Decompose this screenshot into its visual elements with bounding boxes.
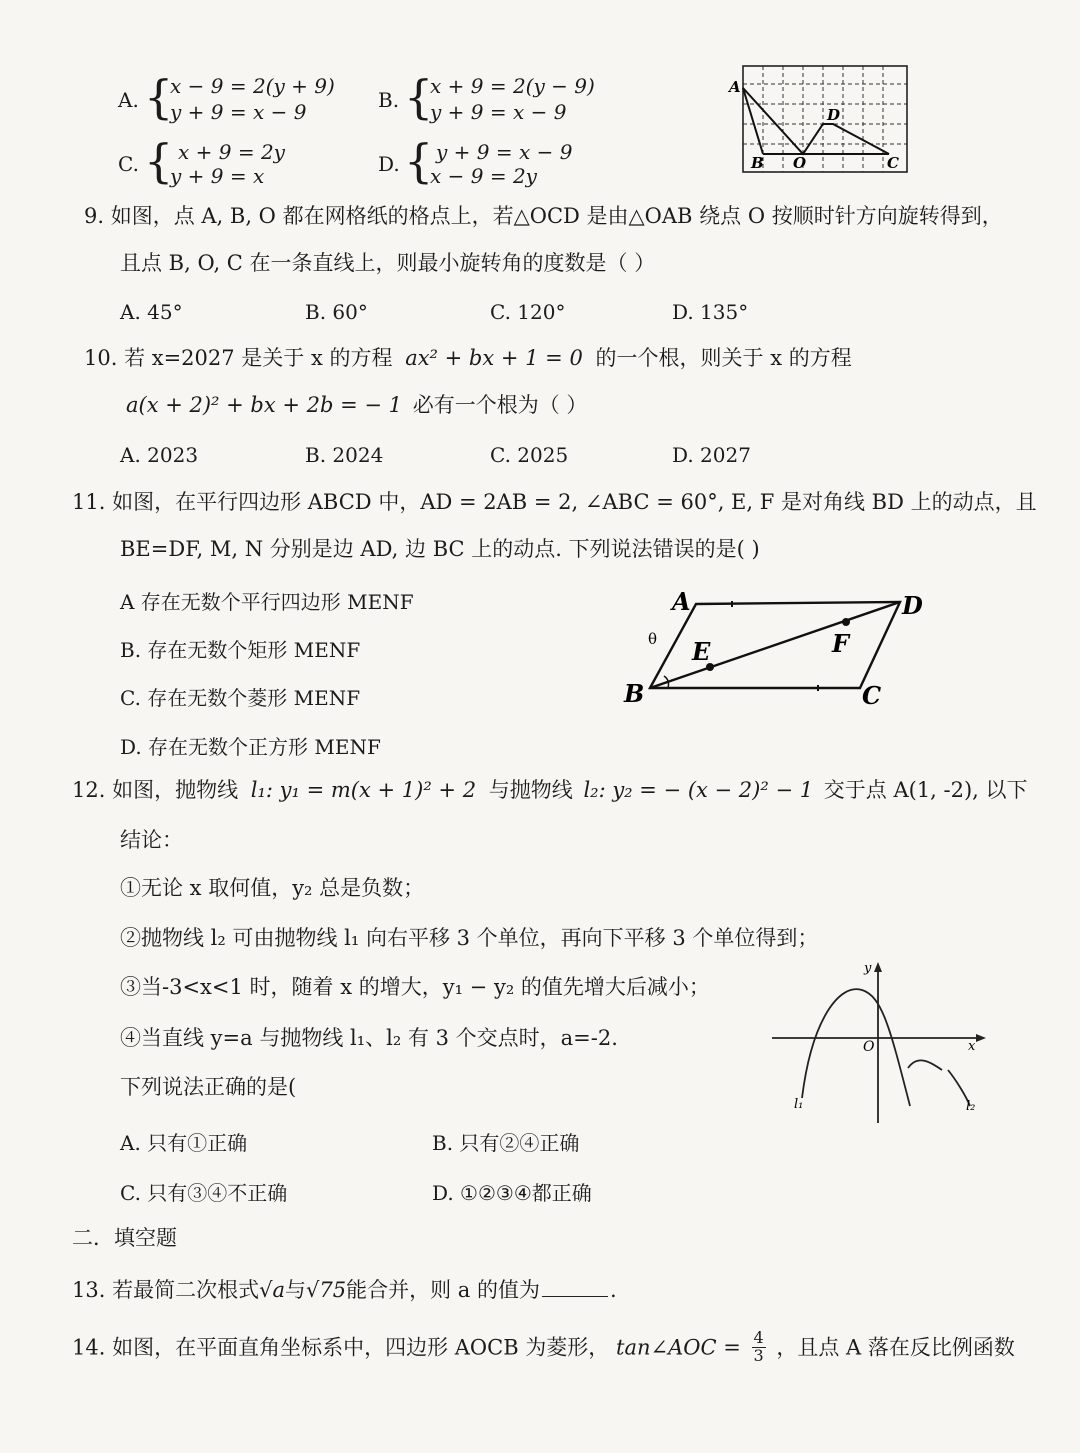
q10-option-a: A. 2023	[120, 443, 199, 467]
label-o: O	[793, 154, 807, 172]
q13-text-b: 能合并，则 a 的值为	[346, 1278, 540, 1302]
q14-line	[72, 1330, 1015, 1365]
brace: {	[404, 70, 434, 124]
q12-text-c: 交于点 A(1, -2), 以下	[823, 778, 1028, 802]
equation-1: y + 9 = x − 9	[436, 140, 573, 164]
q10-option-c: C. 2025	[490, 443, 569, 467]
option-label: C.	[118, 152, 139, 176]
q12-parabola-1: l₁: y₁ = m(x + 1)² + 2	[250, 778, 477, 802]
label-b: B	[624, 679, 645, 708]
equation-1: x + 9 = 2y	[178, 140, 285, 164]
label-l2: l₂	[966, 1099, 976, 1114]
q9-line-1: 9. 如图，点 A, B, O 都在网格纸的格点上，若△OCD 是由△OAB 绕点 O 按顺时针方向旋转得到，	[84, 204, 1003, 228]
q11-line-1: 11. 如图，在平行四边形 ABCD 中，AD = 2AB = 2, ∠ABC = 60°, E, F 是对角线 BD 上的动点，且	[72, 490, 1037, 514]
q13-text-mid: 与	[284, 1278, 306, 1302]
q12-conclusion-2: ②抛物线 l₂ 可由抛物线 l₁ 向右平移 3 个单位，再向下平移 3 个单位得到；	[120, 926, 819, 950]
equation-2: y + 9 = x − 9	[170, 100, 307, 124]
q13-radical-2: √75	[305, 1278, 347, 1302]
q12-conclusion-1: ①无论 x 取何值，y₂ 总是负数；	[120, 876, 425, 900]
brace: {	[144, 134, 174, 188]
q11-line-2: BE=DF, M, N 分别是边 AD, 边 BC 上的动点. 下列说法错误的是( )	[120, 537, 760, 561]
label-f: F	[832, 629, 850, 658]
section-title: 二．填空题	[72, 1226, 177, 1250]
q10-line-1	[84, 348, 852, 369]
q13-text-a: 13. 若最简二次根式	[72, 1278, 260, 1302]
label-a: A	[729, 78, 741, 96]
q10-option-d: D. 2027	[672, 443, 751, 467]
equation-1: x − 9 = 2(y + 9)	[170, 74, 335, 98]
fraction-denominator: 3	[753, 1345, 764, 1365]
q11-option-d: D. 存在无数个正方形 MENF	[120, 735, 381, 759]
equation-1: x + 9 = 2(y − 9)	[430, 74, 595, 98]
q14-tan: tan∠AOC =	[616, 1335, 741, 1360]
q9-line-2: 且点 B, O, C 在一条直线上，则最小旋转角的度数是（ ）	[120, 251, 656, 275]
q11-option-b: B. 存在无数个矩形 MENF	[120, 638, 361, 662]
label-d: D	[827, 106, 841, 124]
q13-radical-1: √a	[259, 1278, 285, 1302]
q12-ask: 下列说法正确的是(	[120, 1075, 297, 1099]
q13-line	[72, 1278, 617, 1301]
answer-blank[interactable]	[542, 1278, 608, 1297]
label-theta: θ	[648, 630, 658, 648]
q14-text-a: 14. 如图，在平面直角坐标系中，四边形 AOCB 为菱形，	[72, 1335, 610, 1360]
grid-figure	[725, 60, 915, 180]
label-o: O	[863, 1039, 875, 1055]
option-label: B.	[378, 88, 400, 112]
q10-text-a: 10. 若 x=2027 是关于 x 的方程	[84, 346, 393, 370]
q12-text-b: 与抛物线	[488, 778, 573, 802]
label-a: A	[672, 588, 691, 616]
brace: {	[404, 134, 434, 188]
equation-2: x − 9 = 2y	[430, 164, 537, 188]
q12-parabola-2: l₂: y₂ = − (x − 2)² − 1	[583, 778, 814, 802]
q10-option-b: B. 2024	[305, 443, 384, 467]
q11-option-a: A 存在无数个平行四边形 MENF	[120, 590, 414, 614]
point-f	[842, 618, 850, 626]
option-label: D.	[378, 152, 400, 176]
q14-text-b: ，且点 A 落在反比例函数	[776, 1335, 1015, 1360]
q12-text-a: 12. 如图，抛物线	[72, 778, 239, 802]
q13-end: .	[609, 1278, 617, 1302]
q9-option-b: B. 60°	[305, 300, 368, 324]
label-y: y	[864, 961, 872, 976]
q12-option-d: D. ①②③④都正确	[432, 1181, 592, 1205]
q10-equation-1: ax² + bx + 1 = 0	[405, 346, 583, 370]
q10-text-c: 必有一个根为（ ）	[412, 393, 588, 417]
equation-2: y + 9 = x − 9	[430, 100, 567, 124]
label-x: x	[968, 1039, 976, 1054]
option-label: A.	[118, 88, 139, 112]
label-c: C	[887, 154, 899, 172]
label-c: C	[862, 681, 882, 710]
label-b: B	[751, 154, 764, 172]
q14-fraction	[752, 1330, 766, 1365]
parabola-figure	[770, 958, 990, 1130]
q12-conclusion-3: ③当-3<x<1 时，随着 x 的增大，y₁ − y₂ 的值先增大后减小；	[120, 975, 710, 999]
q10-line-2	[126, 395, 587, 416]
q12-line-1	[72, 780, 1028, 801]
label-d: D	[902, 591, 923, 620]
fraction-numerator: 4	[753, 1328, 764, 1347]
brace: {	[144, 70, 174, 124]
q12-conclusion-4: ④当直线 y=a 与抛物线 l₁、l₂ 有 3 个交点时，a=-2.	[120, 1026, 618, 1050]
q12-option-a: A. 只有①正确	[120, 1131, 248, 1155]
q9-option-d: D. 135°	[672, 300, 749, 324]
q9-option-a: A. 45°	[120, 300, 183, 324]
q10-text-b: 的一个根，则关于 x 的方程	[595, 346, 852, 370]
parallelogram-figure	[620, 588, 940, 713]
label-e: E	[692, 637, 711, 666]
q12-option-c: C. 只有③④不正确	[120, 1181, 288, 1205]
q10-equation-2: a(x + 2)² + bx + 2b = − 1	[126, 393, 403, 417]
q12-line-2: 结论：	[120, 828, 183, 852]
q11-option-c: C. 存在无数个菱形 MENF	[120, 686, 361, 710]
q9-option-c: C. 120°	[490, 300, 566, 324]
q12-option-b: B. 只有②④正确	[432, 1131, 580, 1155]
label-l1: l₁	[794, 1097, 804, 1112]
equation-2: y + 9 = x	[170, 164, 265, 188]
